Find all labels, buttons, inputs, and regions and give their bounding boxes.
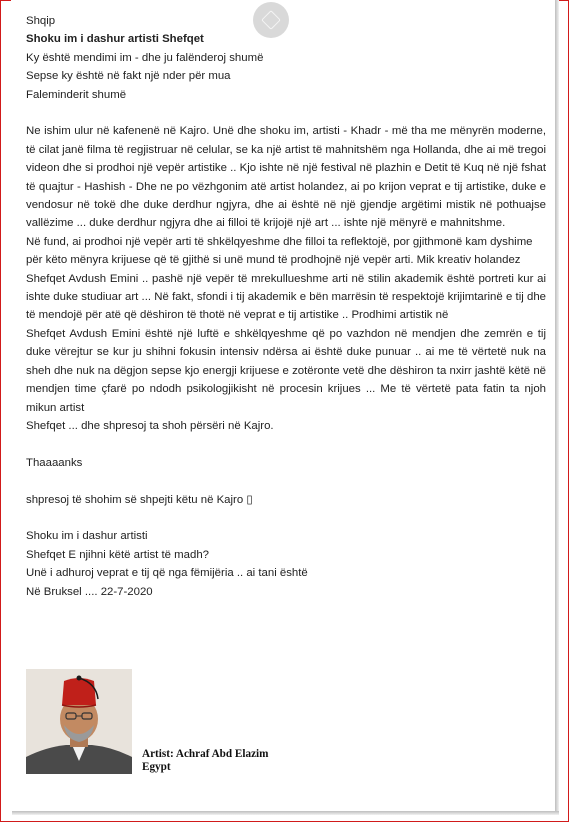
intro-line: Sepse ky është në fakt një nder për mua — [26, 70, 231, 83]
paragraph: Shefqet Avdush Emini është një luftë e shkëlqyeshme që po vazhdon në mendjen dhe zemrën e tij duke vërejtur se kur ju shihni fokusin intensiv ndërsa ai është duke punuar .. ai me të vërtetë nuk na sheh dhe nuk na dëgjon sepse kjo energji krijuese e zotëronte vetë dhe dëshiron ta nxirr jashtë këtë në mendjen time çfarë po ndodh psikologjikisht në procesin krijues ... Me të vërtetë pata fatin ta njoh mikun artist — [26, 327, 546, 414]
closing-line: Shoku im i dashur artisti — [26, 530, 148, 543]
date-line: Në Bruksel .... 22-7-2020 — [26, 585, 153, 598]
caption-artist: Artist: Achraf Abd Elazim — [142, 748, 269, 760]
thanks-line: Thaaaanks — [26, 456, 83, 469]
intro-line: Faleminderit shumë — [26, 88, 127, 101]
closing-line: Unë i adhuroj veprat e tij që nga fëmijëria .. ai tani është — [26, 567, 308, 580]
artist-portrait-icon — [26, 669, 132, 774]
page-shadow-right — [555, 0, 559, 815]
language-label: Shqip — [26, 15, 56, 27]
hope-line: shpresoj të shohim së shpejti këtu në Kajro ▯ — [26, 493, 253, 506]
document-title: Shoku im i dashur artisti Shefqet — [26, 33, 204, 46]
caption-country: Egypt — [142, 761, 171, 773]
artist-photo — [26, 669, 132, 774]
paragraph-line: Shefqet ... dhe shpresoj ta shoh përsëri në Kajro. — [26, 419, 274, 432]
photo-caption — [142, 748, 268, 774]
intro-line: Ky është mendimi im - dhe ju falënderoj shumë — [26, 51, 264, 64]
page-shadow-bottom — [12, 811, 559, 815]
paragraph: Në fund, ai prodhoi një vepër arti të shkëlqyeshme dhe filloi ta reflektojë, por gjithmonë kam dyshime për këto mënyra krijuese që të gjithë si unë mund të prodhojnë një vepër arti. Mik kreativ holandez — [26, 235, 533, 267]
closing-line: Shefqet E njihni këtë artist të madh? — [26, 548, 209, 561]
paragraph: Ne ishim ulur në kafenenë në Kajro. Unë dhe shoku im, artisti - Khadr - më tha me mënyrën moderne, të cilat janë filma të regjistruar në celular, se ka një artist të mahnitshëm nga Hollanda, dhe ai më tregoi videon dhe si prodhoi një vepër artistike .. Kjo ishte në një festival në plazhin e Detit të Kuq në një fshat të quajtur - Hashish - Dhe ne po vëzhgonim atë artist holandez, ai po krijon veprat e tij artistike, duke e vendosur në tokë dhe duke derdhur ngjyra, dhe ai është në një gjendje argëtimi mistik në pothuajse vallëzime ... duke derdhur ngjyra dhe ai filloi të krijojë një art ... ishte një mënyrë e mahnitshme. — [26, 125, 546, 230]
document-body — [26, 12, 546, 601]
paragraph: Shefqet Avdush Emini .. pashë një vepër të mrekullueshme arti në stilin akademik është portreti kur ai ishte duke studiuar art ... Në fakt, sfondi i tij akademik e bën marrësin të respektojë krijimtarinë e tij dhe të mendojë për atë që dëshiron të thotë në veprat e tij artistike .. Prodhimi artistik në — [26, 272, 546, 322]
